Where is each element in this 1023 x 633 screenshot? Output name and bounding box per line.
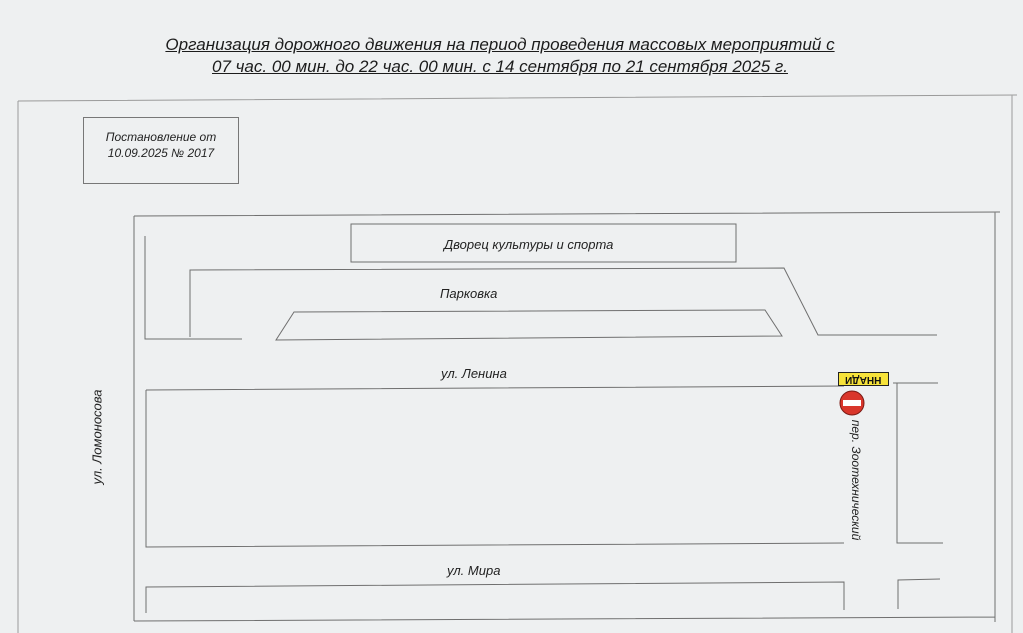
title-line-1: Организация дорожного движения на период проведения массовых мероприятий с: [165, 35, 835, 54]
lomonosova-street-label: ул. Ломоносова: [89, 389, 105, 485]
lenina-street-label: ул. Ленина: [441, 366, 507, 381]
block-south-east: [898, 579, 940, 609]
decree-line-1: Постановление от: [105, 130, 217, 144]
parking-label: Парковка: [440, 286, 498, 301]
no-entry-sign: [840, 391, 864, 415]
decree-box: [83, 117, 239, 184]
sign-plate-text: ННАДИ: [845, 374, 882, 385]
zootech-lane-label: пер. Зоотехнический: [849, 419, 863, 541]
block-east-edge: [893, 383, 943, 543]
title-line-2: 07 час. 00 мин. до 22 час. 00 мин. с 14 сентября по 21 сентября 2025 г.: [212, 57, 788, 76]
sign-plate: [838, 372, 889, 386]
plan-frame: [134, 212, 1000, 622]
mira-street-label: ул. Мира: [447, 563, 501, 578]
block-lenina-mira: [146, 386, 844, 547]
block-south: [146, 582, 844, 613]
parking-lot: [276, 310, 782, 340]
decree-line-2: 10.09.2025 № 2017: [107, 146, 215, 160]
palace-label: Дворец культуры и спорта: [444, 237, 614, 252]
